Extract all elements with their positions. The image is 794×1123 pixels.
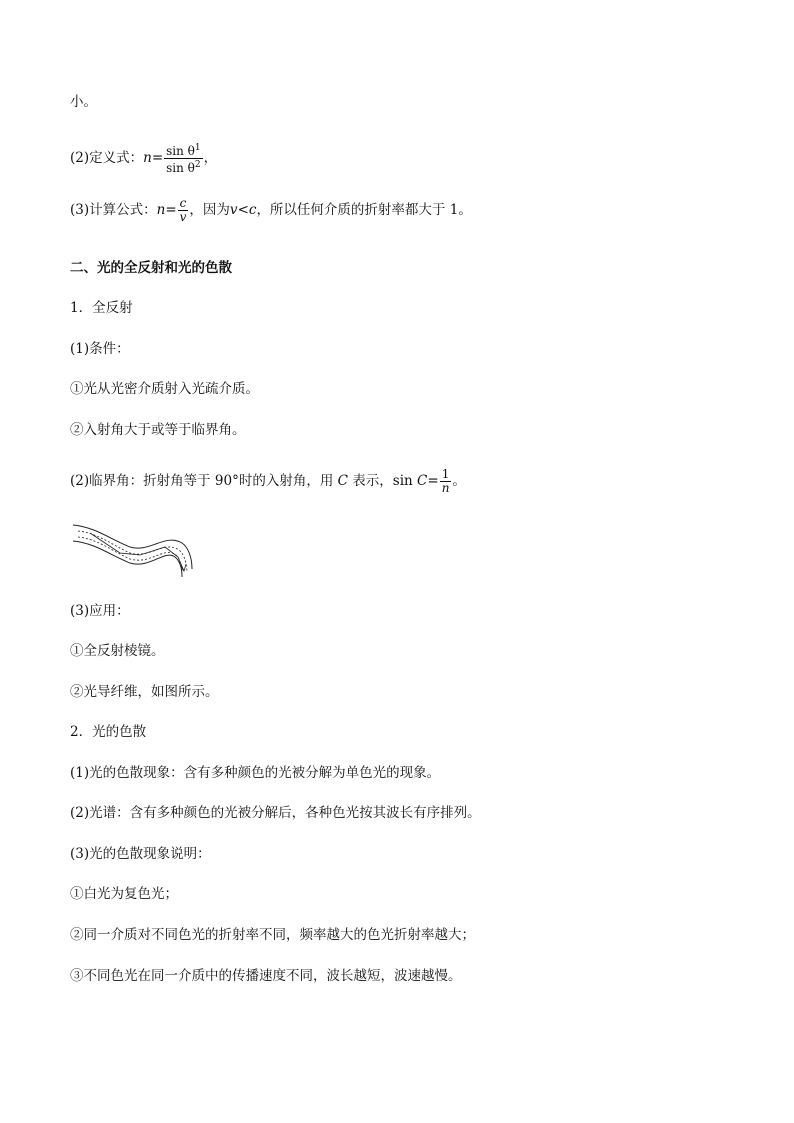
fraction-denominator: [164, 159, 203, 175]
text-line: (3)光的色散现象说明：: [70, 846, 211, 862]
var-n: n: [143, 150, 152, 166]
text-line: ③不同色光在同一介质中的传播速度不同，波长越短，波速越慢。: [70, 968, 462, 984]
text-line: (2)光谱：含有多种颜色的光被分解后，各种色光按其波长有序排列。: [70, 805, 481, 821]
subsection-title: 2．光的色散: [70, 724, 147, 740]
light-ray: [90, 533, 184, 571]
equals-sign: =: [165, 202, 177, 218]
text-segment: 表示，sin: [352, 473, 413, 489]
fraction-denominator: v: [179, 210, 187, 224]
text-line: ②入射角大于或等于临界角。: [70, 422, 246, 438]
subsection-title: 1．全反射: [70, 300, 133, 316]
text-segment: ，因为: [189, 202, 230, 218]
equals-sign: =: [427, 473, 439, 489]
var-C: C: [337, 473, 348, 489]
text-segment: ，所以任何介质的折射率都大于 1。: [256, 202, 472, 218]
superscript: 2: [194, 160, 201, 170]
var-v: v: [229, 202, 238, 218]
text-line: 小。: [70, 94, 97, 110]
text-segment: 。: [452, 473, 466, 489]
section-heading: 二、光的全反射和光的色散: [70, 260, 232, 276]
text-segment: (2)临界角：折射角等于 90°时的入射角，用: [70, 473, 334, 489]
less-than-sign: <: [237, 202, 249, 218]
text-line: (1)光的色散现象：含有多种颜色的光被分解为单色光的现象。: [70, 765, 441, 781]
definition-formula-line: [70, 142, 217, 175]
fraction-numerator: [164, 142, 203, 159]
text-line: ①白光为复色光；: [70, 886, 178, 902]
text-line: (1)条件：: [70, 341, 130, 357]
text-segment: ，: [203, 150, 218, 166]
fraction-numerator: 1: [440, 468, 452, 482]
var-n: n: [156, 202, 166, 218]
optical-fiber-figure: [70, 513, 195, 583]
denominator-text: sin θ: [166, 161, 195, 175]
numerator-text: sin θ: [166, 144, 195, 158]
fraction: [178, 197, 189, 224]
equals-sign: =: [151, 150, 164, 166]
text-line: ①全反射棱镜。: [70, 643, 165, 659]
text-segment: (2)定义式：: [70, 150, 144, 166]
text-segment: (3)计算公式：: [70, 202, 157, 218]
fraction: [164, 142, 203, 175]
var-C: C: [417, 473, 428, 489]
fraction-denominator: n: [441, 481, 450, 495]
fraction-numerator: c: [178, 197, 189, 211]
text-line: ②光导纤维，如图所示。: [70, 684, 219, 700]
text-line: (3)应用：: [70, 603, 130, 619]
var-c: c: [248, 202, 257, 218]
text-line: ②同一介质对不同色光的折射率不同，频率越大的色光折射率越大；: [70, 927, 475, 943]
critical-angle-line: [70, 468, 466, 495]
superscript: 1: [194, 143, 201, 153]
calculation-formula-line: [70, 197, 472, 224]
fiber-outer-top: [73, 525, 192, 569]
fraction: [440, 468, 452, 495]
text-line: ①光从光密介质射入光疏介质。: [70, 381, 259, 397]
